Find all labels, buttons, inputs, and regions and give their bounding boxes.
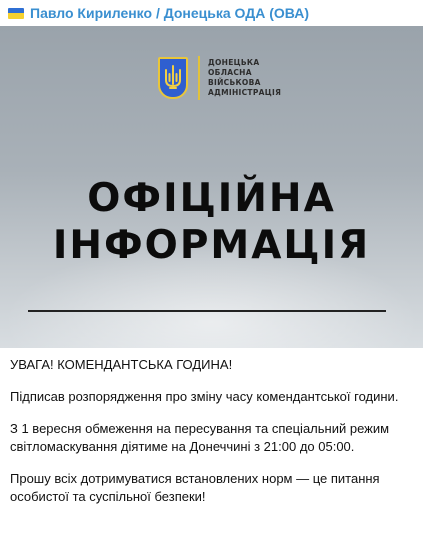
post-image[interactable] xyxy=(0,26,423,348)
ukraine-flag-icon xyxy=(8,8,24,19)
administration-name xyxy=(208,58,281,98)
admin-name-line: ОБЛАСНА xyxy=(208,68,252,77)
post-text xyxy=(0,348,423,506)
channel-name[interactable]: Павло Кириленко / Донецька ОДА (ОВА) xyxy=(30,5,309,21)
headline-line-1: ОФІЦІЙНА xyxy=(87,176,336,221)
admin-name-line: ДОНЕЦЬКА xyxy=(208,58,260,67)
headline-line-2: ІНФОРМАЦІЯ xyxy=(52,223,371,268)
trident-coat-of-arms-icon xyxy=(158,57,188,99)
admin-name-line: АДМІНІСТРАЦІЯ xyxy=(208,88,282,97)
message-paragraph: УВАГА! КОМЕНДАНТСЬКА ГОДИНА! xyxy=(10,357,233,372)
logo-divider xyxy=(198,56,200,100)
headline-underline xyxy=(28,310,386,312)
admin-name-line: ВІЙСЬКОВА xyxy=(208,78,261,87)
message-paragraph: З 1 вересня обмеження на пересування та спеціальний режим світломаскування діятиме на Донеччині з 21:00 до 05:00. xyxy=(10,421,390,454)
message-paragraph: Підписав розпорядження про зміну часу комендантської години. xyxy=(10,389,399,404)
channel-header[interactable] xyxy=(0,0,423,26)
message-paragraph: Прошу всіх дотримуватися встановлених норм — це питання особистої та суспільної безпеки! xyxy=(10,471,380,504)
administration-logo xyxy=(158,56,281,100)
